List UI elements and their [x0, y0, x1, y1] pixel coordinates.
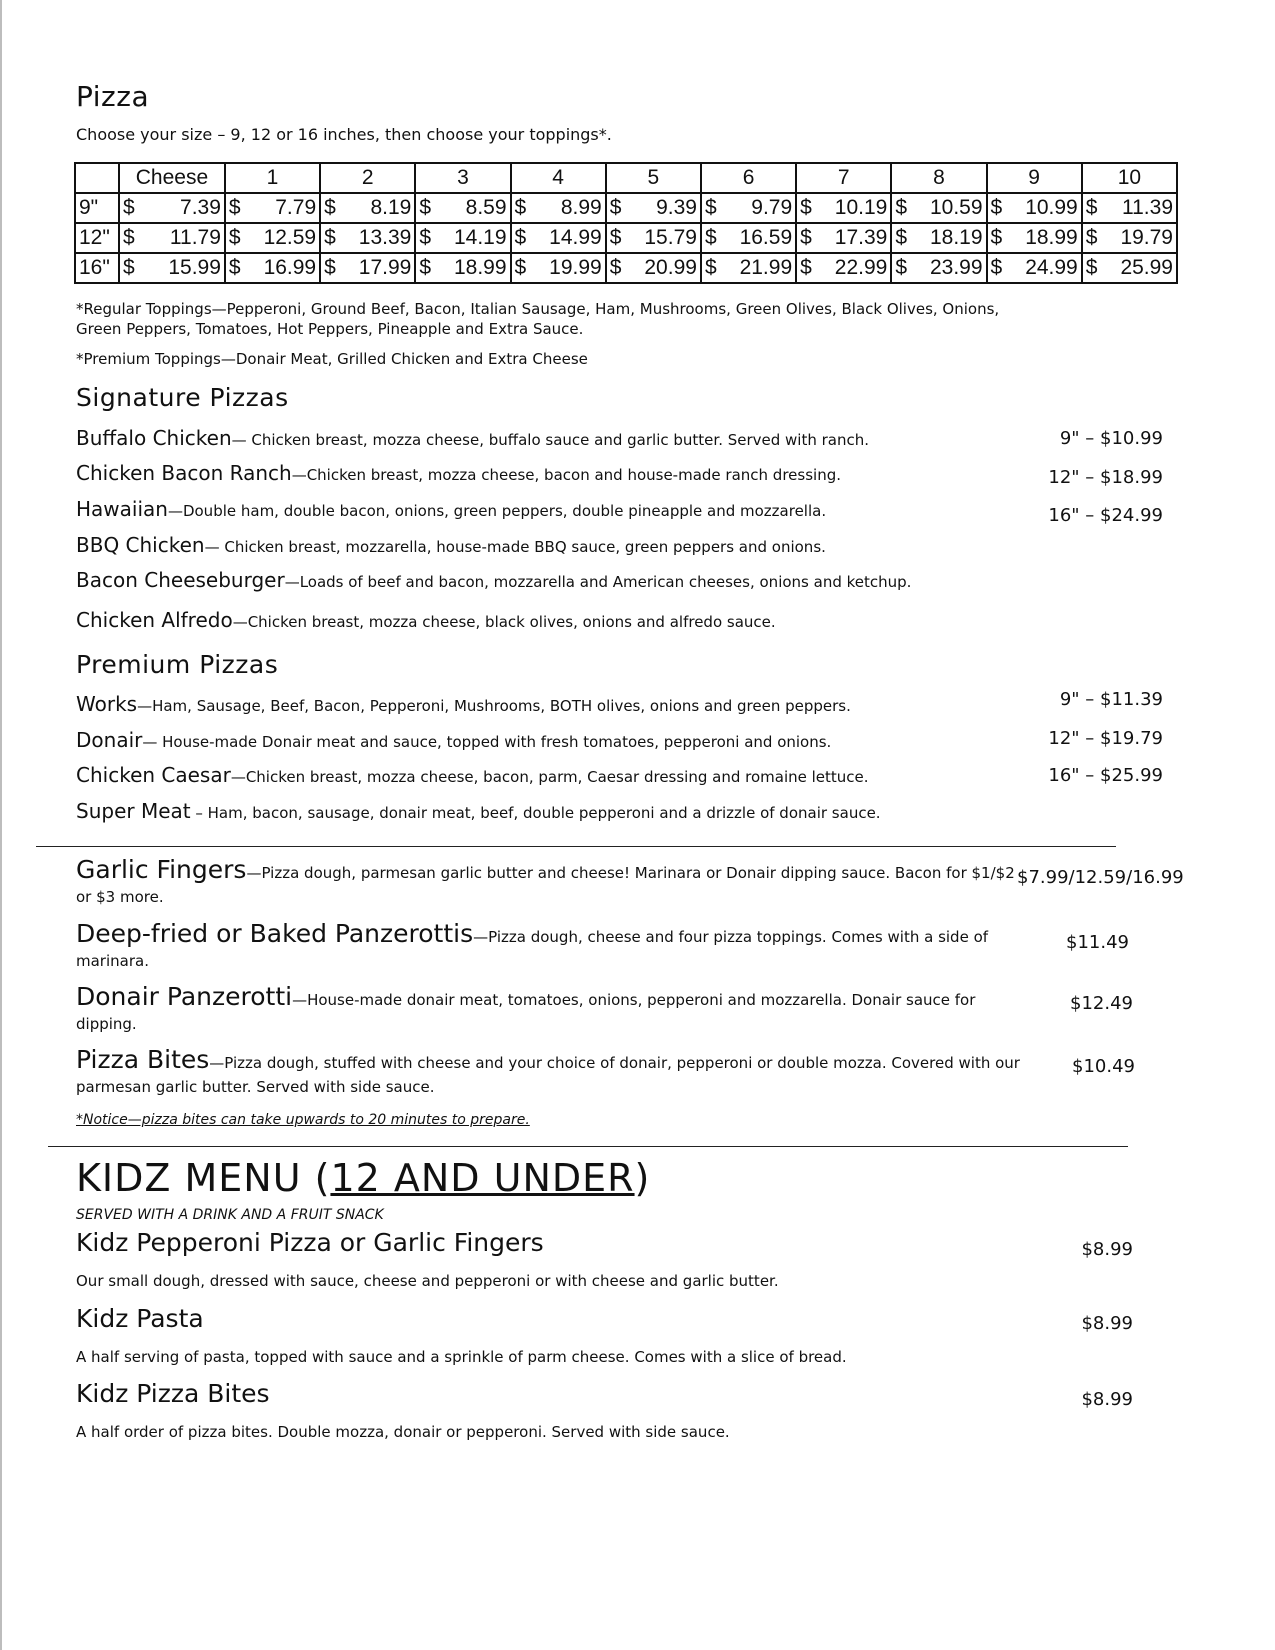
price-cell	[701, 223, 796, 253]
price-amount: 12.59	[263, 226, 317, 249]
extra-item	[76, 982, 1026, 1036]
kidz-item-desc: Our small dough, dressed with sauce, cheese and pepperoni or with cheese and garlic butter.	[76, 1272, 779, 1290]
pizza-intro: Choose your size – 9, 12 or 16 inches, then choose your toppings*.	[76, 125, 612, 144]
signature-price: 12" – $18.99	[1048, 467, 1163, 488]
price-cell	[119, 253, 225, 283]
price-amount: 14.99	[549, 226, 602, 249]
header-cell: 8	[891, 163, 986, 193]
kidz-item-name: Kidz Pasta	[76, 1304, 204, 1333]
currency-symbol: $	[324, 256, 336, 279]
price-amount: 10.19	[834, 196, 888, 219]
currency-symbol: $	[990, 196, 1003, 219]
currency-symbol: $	[1085, 196, 1098, 219]
price-value	[1086, 194, 1173, 222]
currency-symbol: $	[990, 256, 1003, 279]
currency-symbol: $	[609, 226, 622, 249]
price-value	[324, 254, 411, 282]
extra-price: $7.99/12.59/16.99	[1017, 867, 1184, 888]
price-cell	[511, 253, 606, 283]
extra-item	[76, 855, 1026, 909]
price-value	[895, 254, 982, 282]
premium-item	[76, 728, 831, 752]
currency-symbol: $	[228, 256, 241, 279]
price-value	[324, 194, 411, 222]
item-desc: – Ham, bacon, sausage, donair meat, beef, double pepperoni and a drizzle of donair sauce.	[190, 804, 881, 822]
kidz-menu-subtitle: SERVED WITH A DRINK AND A FRUIT SNACK	[76, 1207, 384, 1223]
extra-item	[76, 919, 1026, 973]
price-amount: 23.99	[929, 256, 983, 279]
price-cell	[1082, 193, 1177, 223]
price-amount: 19.79	[1120, 226, 1173, 249]
price-cell	[119, 193, 225, 223]
premium-item	[76, 692, 851, 716]
table-header-row	[75, 163, 1177, 193]
pizza-price-table	[74, 162, 1178, 284]
price-value	[229, 254, 316, 282]
item-name: Deep-fried or Baked Panzerottis	[76, 919, 474, 948]
currency-symbol: $	[419, 196, 432, 219]
price-value	[515, 254, 602, 282]
item-name: Donair Panzerotti	[76, 982, 293, 1011]
price-value	[800, 224, 887, 252]
page-edge	[0, 0, 2, 1650]
currency-symbol: $	[895, 196, 908, 219]
item-desc: —Chicken breast, mozza cheese, bacon, parm, Caesar dressing and romaine lettuce.	[230, 768, 869, 786]
price-amount: 10.59	[929, 196, 983, 219]
price-value	[229, 224, 316, 252]
currency-symbol: $	[324, 226, 336, 249]
price-cell	[415, 253, 510, 283]
kidz-item-price: $8.99	[1081, 1239, 1133, 1260]
premium-item	[76, 763, 869, 787]
item-name: Bacon Cheeseburger	[76, 568, 285, 592]
price-amount: 18.19	[929, 226, 983, 249]
price-cell	[225, 253, 320, 283]
price-amount: 21.99	[739, 256, 793, 279]
signature-price: 9" – $10.99	[1059, 428, 1163, 449]
signature-item	[76, 568, 911, 592]
currency-symbol: $	[228, 226, 241, 249]
price-value	[705, 224, 792, 252]
price-amount: 8.59	[465, 196, 507, 219]
price-value	[895, 194, 982, 222]
extra-price: $11.49	[1066, 932, 1129, 953]
price-amount: 8.99	[560, 196, 602, 219]
item-name: Chicken Caesar	[76, 763, 231, 787]
price-cell	[1082, 253, 1177, 283]
divider-1	[36, 846, 1116, 847]
item-desc: —Double ham, double bacon, onions, green peppers, double pineapple and mozzarella.	[167, 502, 827, 520]
price-amount: 19.99	[549, 256, 602, 279]
currency-symbol: $	[609, 256, 622, 279]
price-cell	[796, 223, 891, 253]
price-value	[991, 254, 1078, 282]
item-name: Buffalo Chicken	[76, 426, 232, 450]
header-cell: 1	[225, 163, 320, 193]
currency-symbol: $	[704, 226, 717, 249]
price-cell	[415, 223, 510, 253]
price-amount: 9.79	[751, 196, 793, 219]
price-amount: 11.79	[169, 226, 221, 249]
price-cell	[987, 223, 1082, 253]
signature-item	[76, 461, 841, 485]
price-value	[1086, 254, 1173, 282]
price-cell	[320, 253, 415, 283]
currency-symbol: $	[800, 256, 812, 279]
price-amount: 14.19	[453, 226, 507, 249]
currency-symbol: $	[704, 196, 717, 219]
item-desc: —Pizza dough, stuffed with cheese and your choice of donair, pepperoni or double mozza. Covered with our parmesan garlic butter. Served with side sauce.	[76, 1054, 1020, 1096]
header-cell: 9	[987, 163, 1082, 193]
item-desc: —Pizza dough, cheese and four pizza toppings. Comes with a side of marinara.	[76, 928, 989, 970]
currency-symbol: $	[324, 196, 336, 219]
price-value	[123, 224, 221, 252]
price-value	[991, 194, 1078, 222]
premium-title: Premium Pizzas	[76, 650, 279, 679]
price-value	[229, 194, 316, 222]
item-name: Super Meat	[76, 799, 191, 823]
price-amount: 17.99	[358, 256, 412, 279]
pizza-bites-notice: *Notice—pizza bites can take upwards to 20 minutes to prepare.	[76, 1112, 530, 1128]
signature-item	[76, 497, 826, 521]
table-row	[75, 223, 1177, 253]
price-value	[895, 224, 982, 252]
extra-price: $12.49	[1070, 993, 1133, 1014]
item-desc: — Chicken breast, mozzarella, house-made BBQ sauce, green peppers and onions.	[204, 538, 826, 556]
item-name: Chicken Alfredo	[76, 608, 233, 632]
item-desc: — Chicken breast, mozza cheese, buffalo sauce and garlic butter. Served with ranch.	[231, 431, 870, 449]
price-value	[419, 194, 506, 222]
price-cell	[701, 193, 796, 223]
price-cell	[606, 223, 701, 253]
price-cell	[511, 193, 606, 223]
currency-symbol: $	[1085, 256, 1098, 279]
price-amount: 17.39	[834, 226, 888, 249]
price-cell	[119, 223, 225, 253]
table-row	[75, 253, 1177, 283]
header-cell: 6	[701, 163, 796, 193]
currency-symbol: $	[419, 256, 432, 279]
currency-symbol: $	[228, 196, 241, 219]
price-value	[419, 254, 506, 282]
price-cell	[796, 253, 891, 283]
price-value	[705, 194, 792, 222]
signature-item	[76, 426, 869, 450]
item-name: Hawaiian	[76, 497, 168, 521]
price-amount: 11.39	[1122, 196, 1173, 219]
currency-symbol: $	[895, 256, 908, 279]
item-name: Donair	[76, 728, 143, 752]
currency-symbol: $	[514, 226, 527, 249]
header-cell: 5	[606, 163, 701, 193]
currency-symbol: $	[895, 226, 908, 249]
regular-toppings-note: *Regular Toppings—Pepperoni, Ground Beef, Bacon, Italian Sausage, Ham, Mushrooms, Green Olives, Black Olives, Onions, Green Peppers, Tomatoes, Hot Peppers, Pineapple and Extra Sauce.	[76, 300, 1000, 338]
extra-item	[76, 1045, 1026, 1099]
price-cell	[987, 193, 1082, 223]
price-value	[705, 254, 792, 282]
price-cell	[225, 223, 320, 253]
premium-toppings-note: *Premium Toppings—Donair Meat, Grilled Chicken and Extra Cheese	[76, 350, 588, 368]
price-cell	[511, 223, 606, 253]
kidz-item-name: Kidz Pizza Bites	[76, 1379, 270, 1408]
price-value	[610, 224, 697, 252]
item-name: Works	[76, 692, 138, 716]
price-value	[324, 224, 411, 252]
currency-symbol: $	[514, 256, 527, 279]
price-amount: 25.99	[1120, 256, 1173, 279]
price-amount: 15.79	[644, 226, 697, 249]
premium-price: 12" – $19.79	[1048, 728, 1163, 749]
header-size-cell	[75, 163, 119, 193]
price-amount: 13.39	[358, 226, 412, 249]
price-amount: 16.59	[739, 226, 793, 249]
price-amount: 18.99	[453, 256, 507, 279]
extra-price: $10.49	[1072, 1056, 1135, 1077]
price-cell	[1082, 223, 1177, 253]
price-cell	[701, 253, 796, 283]
price-amount: 20.99	[644, 256, 697, 279]
item-desc: —Chicken breast, mozza cheese, bacon and house-made ranch dressing.	[291, 466, 841, 484]
kidz-item-price: $8.99	[1081, 1389, 1133, 1410]
kidz-menu-title: KIDZ MENU (12 AND UNDER)	[76, 1156, 651, 1200]
price-value	[800, 194, 887, 222]
header-cell: 10	[1082, 163, 1177, 193]
currency-symbol: $	[514, 196, 527, 219]
price-value	[419, 224, 506, 252]
header-cell: 4	[511, 163, 606, 193]
currency-symbol: $	[123, 196, 135, 219]
header-cell: 3	[415, 163, 510, 193]
item-name: BBQ Chicken	[76, 533, 205, 557]
price-cell	[606, 253, 701, 283]
price-value	[610, 194, 697, 222]
currency-symbol: $	[123, 226, 135, 249]
currency-symbol: $	[1085, 226, 1098, 249]
price-cell	[891, 253, 986, 283]
header-cell: 7	[796, 163, 891, 193]
kidz-item-name: Kidz Pepperoni Pizza or Garlic Fingers	[76, 1228, 544, 1257]
currency-symbol: $	[419, 226, 432, 249]
size-cell: 9"	[75, 193, 119, 223]
price-amount: 16.99	[263, 256, 317, 279]
item-desc: —Pizza dough, parmesan garlic butter and cheese! Marinara or Donair dipping sauce. Bacon for $1/$2 or $3 more.	[76, 864, 1015, 906]
price-value	[800, 254, 887, 282]
price-amount: 7.79	[275, 196, 317, 219]
price-amount: 18.99	[1025, 226, 1078, 249]
item-name: Chicken Bacon Ranch	[76, 461, 292, 485]
price-value	[123, 254, 221, 282]
currency-symbol: $	[800, 196, 812, 219]
item-desc: —Ham, Sausage, Beef, Bacon, Pepperoni, Mushrooms, BOTH olives, onions and green peppers.	[137, 697, 851, 715]
price-amount: 24.99	[1025, 256, 1078, 279]
premium-price: 16" – $25.99	[1048, 765, 1163, 786]
header-cell: 2	[320, 163, 415, 193]
price-cell	[225, 193, 320, 223]
item-desc: —House-made donair meat, tomatoes, onions, pepperoni and mozzarella. Donair sauce for dipping.	[76, 991, 976, 1033]
currency-symbol: $	[990, 226, 1003, 249]
premium-item	[76, 799, 881, 823]
item-name: Pizza Bites	[76, 1045, 210, 1074]
price-value	[1086, 224, 1173, 252]
kidz-item-desc: A half order of pizza bites. Double mozza, donair or pepperoni. Served with side sauce.	[76, 1423, 730, 1441]
price-value	[123, 194, 221, 222]
item-desc: — House-made Donair meat and sauce, topped with fresh tomatoes, pepperoni and onions.	[142, 733, 832, 751]
signature-item	[76, 533, 826, 557]
signature-title: Signature Pizzas	[76, 383, 289, 412]
price-amount: 7.39	[180, 196, 221, 219]
divider-2	[48, 1146, 1128, 1147]
price-value	[610, 254, 697, 282]
item-name: Garlic Fingers	[76, 855, 247, 884]
price-value	[515, 194, 602, 222]
price-cell	[891, 223, 986, 253]
item-desc: —Loads of beef and bacon, mozzarella and American cheeses, onions and ketchup.	[284, 573, 912, 591]
price-cell	[320, 223, 415, 253]
price-amount: 8.19	[370, 196, 412, 219]
pizza-title: Pizza	[76, 80, 150, 113]
kidz-item-desc: A half serving of pasta, topped with sauce and a sprinkle of parm cheese. Comes with a slice of bread.	[76, 1348, 847, 1366]
currency-symbol: $	[609, 196, 622, 219]
price-cell	[320, 193, 415, 223]
price-amount: 22.99	[834, 256, 888, 279]
price-amount: 9.39	[656, 196, 697, 219]
price-cell	[891, 193, 986, 223]
price-cell	[987, 253, 1082, 283]
table-row	[75, 193, 1177, 223]
currency-symbol: $	[800, 226, 812, 249]
price-value	[515, 224, 602, 252]
kidz-item-price: $8.99	[1081, 1313, 1133, 1334]
price-amount: 10.99	[1025, 196, 1078, 219]
price-cell	[796, 193, 891, 223]
signature-price: 16" – $24.99	[1048, 505, 1163, 526]
price-cell	[415, 193, 510, 223]
header-cell: Cheese	[119, 163, 225, 193]
signature-item	[76, 608, 776, 632]
premium-price: 9" – $11.39	[1059, 689, 1163, 710]
price-amount: 15.99	[168, 256, 221, 279]
currency-symbol: $	[123, 256, 135, 279]
price-cell	[606, 193, 701, 223]
price-value	[991, 224, 1078, 252]
currency-symbol: $	[704, 256, 717, 279]
item-desc: —Chicken breast, mozza cheese, black olives, onions and alfredo sauce.	[232, 613, 776, 631]
size-cell: 16"	[75, 253, 119, 283]
size-cell: 12"	[75, 223, 119, 253]
